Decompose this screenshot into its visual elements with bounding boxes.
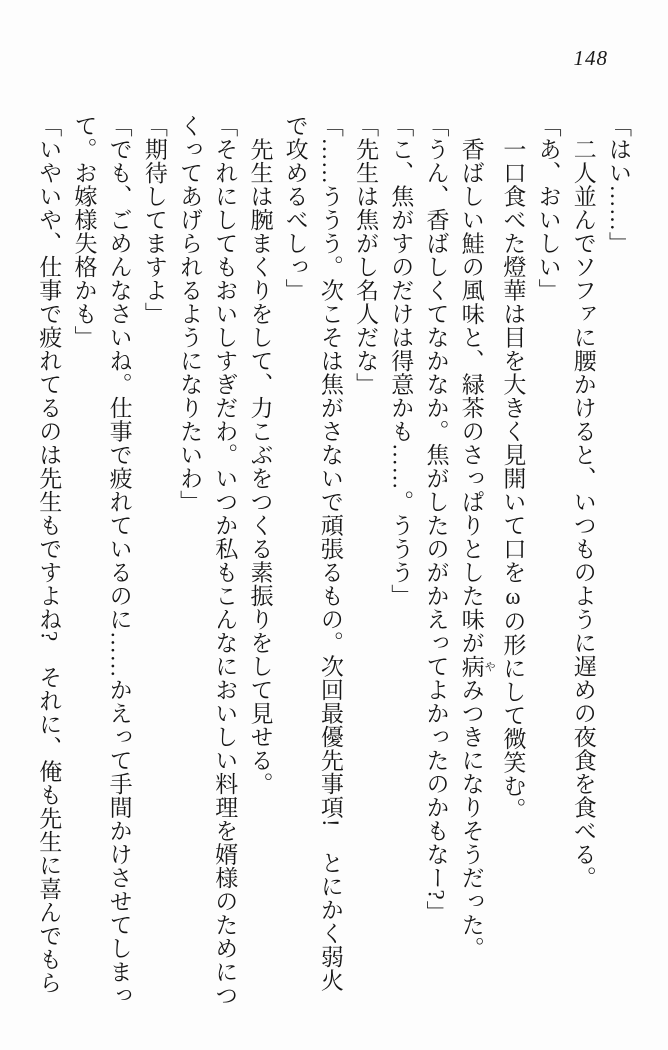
paragraph-narrative	[453, 114, 495, 1014]
narrative-text: みつきになりそうだった。	[458, 678, 484, 960]
paragraph-dialogue: 「それにしてもおいしすぎだわ。いつか私もこんなにおいしい料理を婿様のためにつくってあげられるようになりたいわ」	[177, 114, 238, 1007]
paragraph-dialogue: 「うん、香ばしくてなかなか。焦がしたのがかえってよかったのかもなー?」	[423, 114, 449, 924]
page-number: 148	[573, 46, 608, 70]
paragraph-narrative: 二人並んでソファに腰かけると、いつものように遅めの夜食を食べる。	[570, 114, 596, 890]
ruby-text: や	[483, 654, 496, 678]
paragraph-dialogue: 「いやいや、仕事で疲れてるのは先生もですよね? それに、俺も先生に喜んでもら	[36, 114, 62, 995]
paragraph-narrative	[495, 114, 530, 1014]
omega-mouth-symbol: ω	[500, 584, 526, 610]
text-block	[34, 114, 636, 1014]
paragraph-dialogue: 「……ううう。次こそは焦がさないで頑張るもの。次回最優先事項! とにかく弱火で攻めるべしっ」	[282, 114, 343, 992]
paragraph-dialogue: 「はい……」	[606, 114, 631, 255]
narrative-text: の形にして微笑む。	[500, 609, 526, 821]
furigana-annotation	[458, 654, 496, 679]
narrative-text: 一口食べた燈華は目を大きく見開いて口を	[500, 114, 526, 584]
paragraph-dialogue: 「期待してますよ」	[141, 114, 167, 326]
paragraph-dialogue: 「でも、ごめんなさいね。仕事で疲れているのに……かえって手間かけさせてしまって。お嫁様失格かも」	[71, 114, 132, 1007]
paragraph-narrative: 先生は腕まくりをして、力こぶをつくる素振りをして見せる。	[247, 114, 273, 796]
narrative-text: 香ばしい鮭の風味と、緑茶のさっぱりとした味が	[458, 114, 484, 655]
ruby-base: 病	[458, 654, 484, 678]
paragraph-dialogue: 「こ、焦がすのだけは得意かも……。ううう」	[388, 114, 414, 608]
paragraph-dialogue: 「先生は焦がし名人だな」	[353, 114, 379, 396]
paragraph-dialogue: 「あ、おいしい」	[535, 114, 561, 302]
